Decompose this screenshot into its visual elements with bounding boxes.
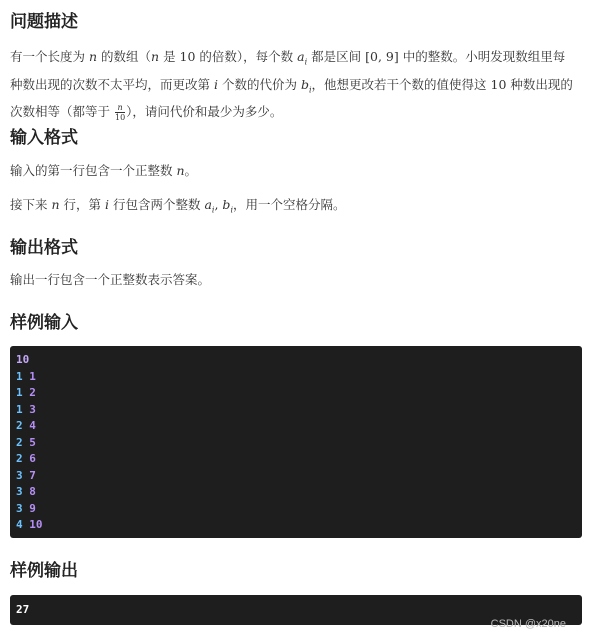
input-format-line-2: 接下来 n 行，第 i 行包含两个整数 $a_i$, $b_i$，用一个空格分隔。 [10, 197, 346, 215]
output-format-heading: 输出格式 [10, 238, 78, 258]
input-format-heading: 输入格式 [10, 128, 78, 148]
sample-input-a: 3 [16, 501, 23, 515]
sample-input-a: 1 [16, 386, 23, 399]
sample-input-b: 2 [29, 386, 36, 399]
sample-input-a: 2 [16, 452, 23, 465]
sample-input-b: 1 [29, 369, 36, 383]
watermark: CSDN @x20ne [490, 618, 566, 630]
sample-input-a: 1 [16, 369, 23, 383]
output-format-text: 输出一行包含一个正整数表示答案。 [10, 272, 211, 287]
sample-input-b: 7 [29, 468, 36, 482]
sample-output-value: 27 [16, 603, 30, 616]
sample-input-b: 4 [29, 419, 36, 432]
sample-input-row [16, 517, 576, 534]
sample-input-a: 1 [16, 402, 23, 416]
sample-input-row [16, 451, 576, 468]
sample-input-b: 3 [29, 402, 36, 416]
sample-input-b: 10 [29, 518, 43, 531]
sample-input-first-line: 10 [16, 353, 30, 366]
sample-input-a: 2 [16, 419, 23, 432]
sample-input-a: 4 [16, 518, 23, 531]
problem-description-text: 有一个长度为 n 的数组（n 是 10 的倍数），每个数 $a_i$ 都是区间 [0, 9] 中的整数。小明发现数组里每 种数出现的次数不太平均，而更改第 i 个数的代价为 $b_i$，他想更改若干个数的值使得这 10 种数出现的 次数相等（都等于 $\frac{n}{10}$ ），请问代价和最少为多少。 [10, 49, 573, 122]
sample-input-b: 8 [29, 485, 36, 498]
sample-input-code-block[interactable] [10, 346, 582, 538]
problem-description-heading: 问题描述 [10, 12, 78, 32]
sample-input-a: 3 [16, 468, 23, 482]
sample-input-row [16, 435, 576, 452]
sample-input-row [16, 402, 576, 419]
sample-input-a: 3 [16, 485, 23, 498]
sample-input-row [16, 501, 576, 518]
sample-input-row [16, 385, 576, 402]
input-format-line-1: 输入的第一行包含一个正整数 n。 [10, 163, 198, 178]
sample-input-row [16, 484, 576, 501]
sample-input-row [16, 369, 576, 386]
sample-input-row [16, 418, 576, 435]
fraction-n-over-10: $\frac{n}{10}$ [114, 103, 126, 122]
sample-input-b: 5 [29, 435, 36, 449]
sample-input-b: 6 [29, 452, 36, 465]
sample-output-heading: 样例输出 [10, 561, 78, 581]
sample-input-b: 9 [29, 501, 36, 515]
sample-input-heading: 样例输入 [10, 313, 78, 333]
sample-input-row [16, 468, 576, 485]
sample-input-a: 2 [16, 435, 23, 449]
